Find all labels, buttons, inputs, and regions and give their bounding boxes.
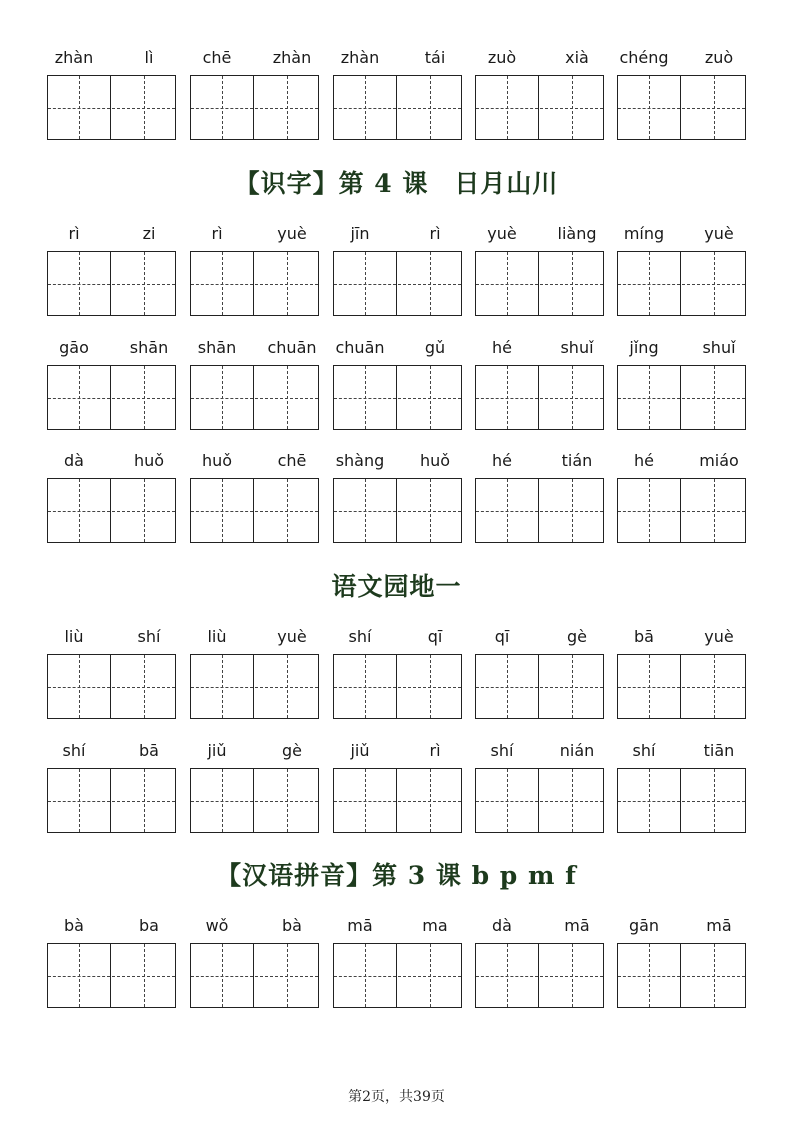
writing-cell — [334, 944, 397, 1007]
tianzige-box-pair — [475, 251, 604, 316]
pinyin-label: ma — [422, 916, 448, 935]
writing-cell — [398, 655, 461, 718]
pinyin-label: jiǔ — [207, 741, 227, 760]
tianzige-box-pair — [47, 365, 176, 430]
word-grid — [617, 914, 746, 1008]
pinyin-label: shuǐ — [702, 338, 736, 357]
pinyin-label: rì — [429, 741, 441, 760]
pinyin-label: hé — [492, 338, 512, 357]
writing-cell — [682, 944, 745, 1007]
tianzige-box-pair — [190, 251, 319, 316]
writing-cell — [398, 769, 461, 832]
pinyin-label: shí — [632, 741, 656, 760]
writing-cell — [540, 655, 603, 718]
word-grid — [47, 914, 176, 1008]
tianzige-box-pair — [617, 943, 746, 1008]
pinyin-label: liàng — [557, 224, 597, 243]
writing-cell — [398, 479, 461, 542]
tianzige-box-pair — [475, 943, 604, 1008]
word-grid — [47, 449, 176, 543]
writing-cell — [112, 366, 175, 429]
writing-cell — [112, 944, 175, 1007]
word-grid — [190, 449, 319, 543]
word-grid — [333, 336, 462, 430]
tianzige-box-pair — [617, 365, 746, 430]
writing-cell — [618, 366, 681, 429]
tianzige-box-pair — [333, 75, 462, 140]
pinyin-label: miáo — [699, 451, 739, 470]
writing-cell — [255, 252, 318, 315]
pinyin-label: yuè — [704, 224, 734, 243]
word-grid — [333, 449, 462, 543]
writing-cell — [191, 769, 254, 832]
pinyin-label: shān — [197, 338, 237, 357]
tianzige-box-pair — [475, 478, 604, 543]
writing-cell — [398, 366, 461, 429]
tianzige-box-pair — [475, 768, 604, 833]
pinyin-label: tiān — [703, 741, 735, 760]
section-title-yuwen-yuandi: 语文园地一 — [331, 572, 462, 601]
tianzige-box-pair — [333, 768, 462, 833]
pinyin-label: huǒ — [133, 451, 165, 470]
tianzige-box-pair — [190, 768, 319, 833]
writing-cell — [255, 366, 318, 429]
word-grid — [617, 625, 746, 719]
writing-cell — [48, 252, 111, 315]
pinyin-label: shàng — [335, 451, 385, 470]
writing-cell — [682, 769, 745, 832]
writing-cell — [112, 76, 175, 139]
pinyin-label: lì — [144, 48, 154, 67]
tianzige-box-pair — [475, 654, 604, 719]
pinyin-label: nián — [559, 741, 595, 760]
writing-cell — [191, 944, 254, 1007]
writing-cell — [682, 252, 745, 315]
pinyin-label: wǒ — [205, 916, 229, 935]
pinyin-label: gāo — [59, 338, 89, 357]
writing-cell — [48, 76, 111, 139]
word-grid — [190, 739, 319, 833]
pinyin-label: shí — [137, 627, 161, 646]
word-grid — [333, 914, 462, 1008]
pinyin-label: jǐng — [629, 338, 659, 357]
writing-cell — [255, 944, 318, 1007]
word-row — [47, 914, 747, 1008]
word-grid — [47, 625, 176, 719]
pinyin-label: chē — [277, 451, 307, 470]
word-grid — [617, 449, 746, 543]
writing-cell — [334, 76, 397, 139]
pinyin-label: zuò — [704, 48, 734, 67]
writing-cell — [398, 944, 461, 1007]
pinyin-label: shuǐ — [560, 338, 594, 357]
word-grid — [190, 625, 319, 719]
pinyin-label: jiǔ — [350, 741, 370, 760]
tianzige-box-pair — [333, 365, 462, 430]
writing-cell — [48, 769, 111, 832]
writing-cell — [618, 479, 681, 542]
pinyin-label: mā — [564, 916, 590, 935]
pinyin-label: gè — [567, 627, 587, 646]
pinyin-label: tián — [561, 451, 593, 470]
writing-cell — [476, 366, 539, 429]
word-grid — [190, 336, 319, 430]
pinyin-label: bà — [282, 916, 302, 935]
tianzige-box-pair — [333, 478, 462, 543]
word-grid — [617, 739, 746, 833]
writing-cell — [191, 479, 254, 542]
tianzige-box-pair — [617, 75, 746, 140]
writing-cell — [540, 252, 603, 315]
writing-cell — [48, 655, 111, 718]
word-grid — [617, 336, 746, 430]
word-row — [47, 739, 747, 833]
pinyin-label: rì — [211, 224, 223, 243]
writing-cell — [682, 479, 745, 542]
tianzige-box-pair — [190, 365, 319, 430]
word-grid — [333, 625, 462, 719]
writing-cell — [540, 479, 603, 542]
writing-cell — [334, 769, 397, 832]
word-grid — [617, 46, 746, 140]
pinyin-label: shí — [490, 741, 514, 760]
pinyin-label: mā — [706, 916, 732, 935]
pinyin-label: dà — [64, 451, 84, 470]
pinyin-label: chuān — [335, 338, 385, 357]
pinyin-label: chuān — [267, 338, 317, 357]
word-grid — [333, 46, 462, 140]
pinyin-label: qī — [427, 627, 443, 646]
writing-cell — [476, 76, 539, 139]
tianzige-box-pair — [333, 943, 462, 1008]
writing-cell — [618, 655, 681, 718]
word-row — [47, 336, 747, 430]
tianzige-box-pair — [475, 365, 604, 430]
word-grid — [190, 914, 319, 1008]
writing-cell — [476, 479, 539, 542]
tianzige-box-pair — [47, 654, 176, 719]
tianzige-box-pair — [333, 654, 462, 719]
writing-cell — [191, 366, 254, 429]
writing-cell — [255, 769, 318, 832]
writing-cell — [618, 944, 681, 1007]
pinyin-label: shí — [62, 741, 86, 760]
word-grid — [47, 739, 176, 833]
writing-cell — [682, 366, 745, 429]
section-title-pinyin-lesson-3: 【汉语拼音】第 3 课 b p m f — [216, 861, 577, 890]
pinyin-label: qī — [494, 627, 510, 646]
word-row — [47, 222, 747, 316]
writing-cell — [682, 76, 745, 139]
pinyin-label: hé — [492, 451, 512, 470]
word-grid — [475, 914, 604, 1008]
pinyin-label: ba — [139, 916, 159, 935]
word-grid — [47, 46, 176, 140]
pinyin-label: chē — [202, 48, 232, 67]
pinyin-label: rì — [429, 224, 441, 243]
word-grid — [190, 222, 319, 316]
tianzige-box-pair — [47, 943, 176, 1008]
tianzige-box-pair — [190, 943, 319, 1008]
writing-cell — [334, 655, 397, 718]
pinyin-label: mā — [347, 916, 373, 935]
writing-cell — [334, 366, 397, 429]
section-title-lesson-4: 【识字】第 4 课 日月山川 — [234, 169, 559, 198]
tianzige-box-pair — [333, 251, 462, 316]
word-grid — [333, 222, 462, 316]
pinyin-label: bā — [139, 741, 159, 760]
writing-cell — [682, 655, 745, 718]
pinyin-label: shí — [348, 627, 372, 646]
writing-cell — [618, 76, 681, 139]
writing-cell — [540, 366, 603, 429]
writing-cell — [48, 479, 111, 542]
writing-cell — [112, 479, 175, 542]
writing-cell — [112, 655, 175, 718]
writing-cell — [476, 769, 539, 832]
tianzige-box-pair — [617, 768, 746, 833]
word-grid — [475, 46, 604, 140]
writing-cell — [48, 366, 111, 429]
tianzige-box-pair — [190, 654, 319, 719]
word-grid — [475, 336, 604, 430]
tianzige-box-pair — [47, 251, 176, 316]
pinyin-label: zuò — [487, 48, 517, 67]
pinyin-label: tái — [424, 48, 446, 67]
writing-cell — [476, 655, 539, 718]
pinyin-label: chéng — [619, 48, 669, 67]
writing-cell — [540, 944, 603, 1007]
pinyin-label: rì — [68, 224, 80, 243]
tianzige-box-pair — [47, 768, 176, 833]
pinyin-label: míng — [623, 224, 665, 243]
word-grid — [475, 222, 604, 316]
tianzige-box-pair — [475, 75, 604, 140]
pinyin-label: liù — [207, 627, 227, 646]
word-grid — [617, 222, 746, 316]
writing-cell — [191, 252, 254, 315]
pinyin-label: gān — [628, 916, 660, 935]
pinyin-label: huǒ — [419, 451, 451, 470]
pinyin-label: zhàn — [54, 48, 94, 67]
pinyin-label: huǒ — [201, 451, 233, 470]
tianzige-box-pair — [617, 251, 746, 316]
writing-cell — [112, 252, 175, 315]
pinyin-label: zhàn — [340, 48, 380, 67]
pinyin-label: bā — [634, 627, 654, 646]
writing-cell — [540, 769, 603, 832]
tianzige-box-pair — [47, 75, 176, 140]
word-grid — [190, 46, 319, 140]
word-row — [47, 449, 747, 543]
pinyin-label: hé — [634, 451, 654, 470]
word-grid — [475, 739, 604, 833]
pinyin-label: yuè — [277, 627, 307, 646]
pinyin-label: xià — [565, 48, 589, 67]
writing-cell — [618, 769, 681, 832]
pinyin-label: zhàn — [272, 48, 312, 67]
writing-cell — [112, 769, 175, 832]
pinyin-label: dà — [492, 916, 512, 935]
writing-cell — [540, 76, 603, 139]
writing-cell — [398, 252, 461, 315]
page-number-footer: 第2页，共39页 — [348, 1089, 445, 1105]
word-grid — [47, 222, 176, 316]
writing-cell — [255, 479, 318, 542]
writing-cell — [476, 252, 539, 315]
word-grid — [47, 336, 176, 430]
writing-cell — [334, 252, 397, 315]
pinyin-label: bà — [64, 916, 84, 935]
tianzige-box-pair — [617, 654, 746, 719]
pinyin-label: gǔ — [424, 338, 446, 357]
writing-cell — [476, 944, 539, 1007]
tianzige-box-pair — [617, 478, 746, 543]
pinyin-label: gè — [282, 741, 302, 760]
pinyin-label: jīn — [350, 224, 370, 243]
word-row — [47, 46, 747, 140]
writing-cell — [255, 76, 318, 139]
pinyin-label: yuè — [487, 224, 517, 243]
pinyin-label: yuè — [704, 627, 734, 646]
writing-cell — [398, 76, 461, 139]
tianzige-box-pair — [47, 478, 176, 543]
word-grid — [475, 449, 604, 543]
tianzige-box-pair — [190, 75, 319, 140]
word-grid — [475, 625, 604, 719]
word-grid — [333, 739, 462, 833]
writing-cell — [191, 655, 254, 718]
writing-cell — [618, 252, 681, 315]
writing-cell — [191, 76, 254, 139]
tianzige-box-pair — [190, 478, 319, 543]
writing-cell — [48, 944, 111, 1007]
word-row — [47, 625, 747, 719]
pinyin-label: shān — [129, 338, 169, 357]
pinyin-label: liù — [64, 627, 84, 646]
pinyin-label: zi — [142, 224, 156, 243]
pinyin-label: yuè — [277, 224, 307, 243]
writing-cell — [334, 479, 397, 542]
writing-cell — [255, 655, 318, 718]
